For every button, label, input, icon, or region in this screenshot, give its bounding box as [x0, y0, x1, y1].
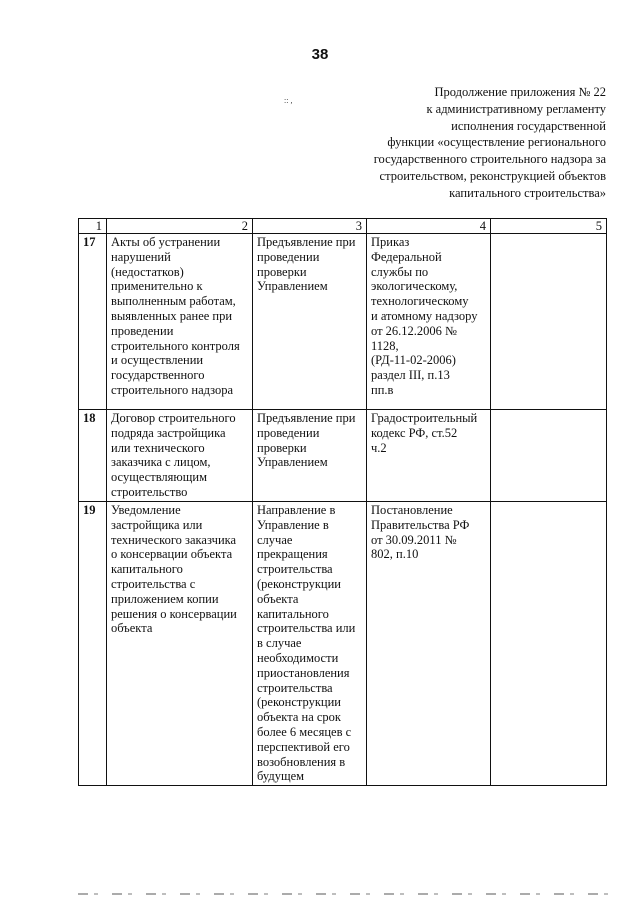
- basis-cell: Приказ Федеральной службы по экологическому, технологическому и атомному надзору от 26.12.2006 № 1128, (РД-11-02-2006) раздел III, п.13 пп.в: [367, 234, 491, 410]
- table-row: [79, 410, 607, 502]
- document-cell: Уведомление застройщика или технического заказчика о консервации объекта капитального строительства с приложением копии решения о консервации объекта: [107, 502, 253, 786]
- basis-cell: Постановление Правительства РФ от 30.09.2011 № 802, п.10: [367, 502, 491, 786]
- condition-cell: Направление в Управление в случае прекращения строительства (реконструкции объекта капитального строительства или в случае необходимости приостановления строительства (реконструкции объекта на срок более 6 месяцев с перспективой его возобновления в будущем: [253, 502, 367, 786]
- document-cell: Акты об устранении нарушений (недостатков) применительно к выполненным работам, выявленных ранее при проведении строительного контроля и осуществлении государственного строительного надзора: [107, 234, 253, 410]
- note-cell: [491, 234, 607, 410]
- documents-table: [78, 218, 607, 786]
- header-line: исполнения государственной: [451, 118, 606, 133]
- row-number: 17: [79, 234, 107, 410]
- column-number-row: [79, 219, 607, 234]
- scan-speck: :: ,: [284, 96, 293, 105]
- column-number: 1: [79, 219, 107, 234]
- header-line: государственного строительного надзора за: [373, 152, 606, 167]
- page-number: 38: [311, 46, 329, 63]
- header-line: к административному регламенту: [426, 101, 606, 116]
- header-line: капитального строительства»: [449, 185, 606, 200]
- table-row: [79, 502, 607, 786]
- condition-cell: Предъявление при проведении проверки Управлением: [253, 234, 367, 410]
- basis-cell: Градостроительный кодекс РФ, ст.52 ч.2: [367, 410, 491, 502]
- document-cell: Договор строительного подряда застройщика или технического заказчика с лицом, осуществляющим строительство: [107, 410, 253, 502]
- header-line: строительством, реконструкцией объектов: [379, 168, 606, 183]
- scan-edge-noise: [78, 893, 618, 895]
- header-line: Продолжение приложения № 22: [434, 85, 606, 99]
- column-number: 2: [107, 219, 253, 234]
- header-line: функции «осуществление регионального: [387, 135, 606, 150]
- row-number: 18: [79, 410, 107, 502]
- note-cell: [491, 410, 607, 502]
- condition-cell: Предъявление при проведении проверки Управлением: [253, 410, 367, 502]
- appendix-header: [306, 84, 606, 202]
- note-cell: [491, 502, 607, 786]
- column-number: 3: [253, 219, 367, 234]
- row-number: 19: [79, 502, 107, 786]
- column-number: 4: [367, 219, 491, 234]
- column-number: 5: [491, 219, 607, 234]
- table-row: [79, 234, 607, 410]
